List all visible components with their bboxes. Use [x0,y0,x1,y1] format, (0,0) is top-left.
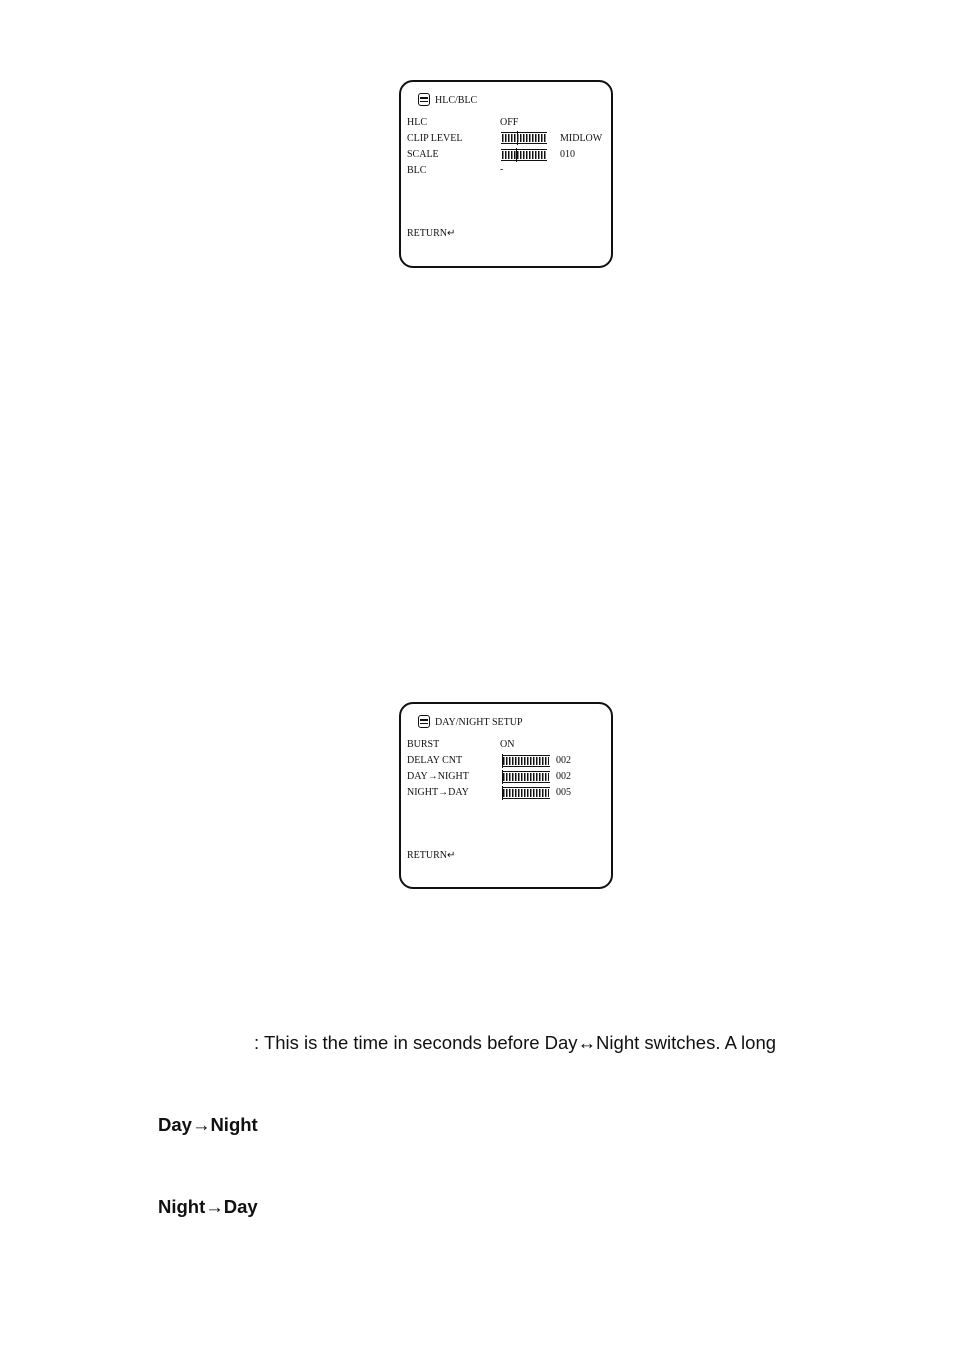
clip-level-label[interactable]: CLIP LEVEL [407,133,463,144]
menu-icon [418,93,430,106]
clip-level-value: MIDLOW [560,133,603,144]
scale-value: 010 [560,149,575,160]
day-night-slider-marker [502,770,503,784]
day-night-slider[interactable] [503,773,549,781]
delay-cnt-value: 002 [556,755,571,766]
delay-cnt-label[interactable]: DELAY CNT [407,755,463,766]
night-day-value: 005 [556,787,571,798]
scale-slider-marker [516,148,517,162]
day-night-menu-title: DAY/NIGHT SETUP [435,717,523,728]
scale-label[interactable]: SCALE [407,149,439,160]
clip-level-slider-marker [517,131,518,145]
return-item[interactable]: RETURN↵ [407,850,456,861]
blc-value: - [500,164,504,175]
delay-cnt-slider-marker [502,754,503,768]
hlc-value: OFF [500,117,519,128]
return-item[interactable]: RETURN↵ [407,228,456,239]
scale-slider[interactable] [502,151,546,159]
burst-label[interactable]: BURST [407,739,440,750]
night-day-slider[interactable] [503,789,549,797]
day-night-label[interactable]: DAY→NIGHT [407,771,469,782]
day-night-heading: Day→Night [158,1114,258,1135]
blc-label[interactable]: BLC [407,165,427,176]
night-day-heading: Night→Day [158,1196,258,1217]
day-night-value: 002 [556,771,571,782]
night-day-slider-marker [502,786,503,800]
hlc-label[interactable]: HLC [407,117,427,128]
clip-level-slider[interactable] [502,134,546,142]
delay-cnt-slider[interactable] [503,757,549,765]
menu-icon [418,715,430,728]
hlc-blc-menu-title: HLC/BLC [435,95,478,106]
burst-value: ON [500,739,515,750]
day-night-setup-osd-menu [399,702,613,889]
delay-description-text: : This is the time in seconds before Day↔Night switches. A long [254,1032,777,1053]
night-day-label[interactable]: NIGHT→DAY [407,787,469,798]
hlc-blc-osd-menu [399,80,613,268]
